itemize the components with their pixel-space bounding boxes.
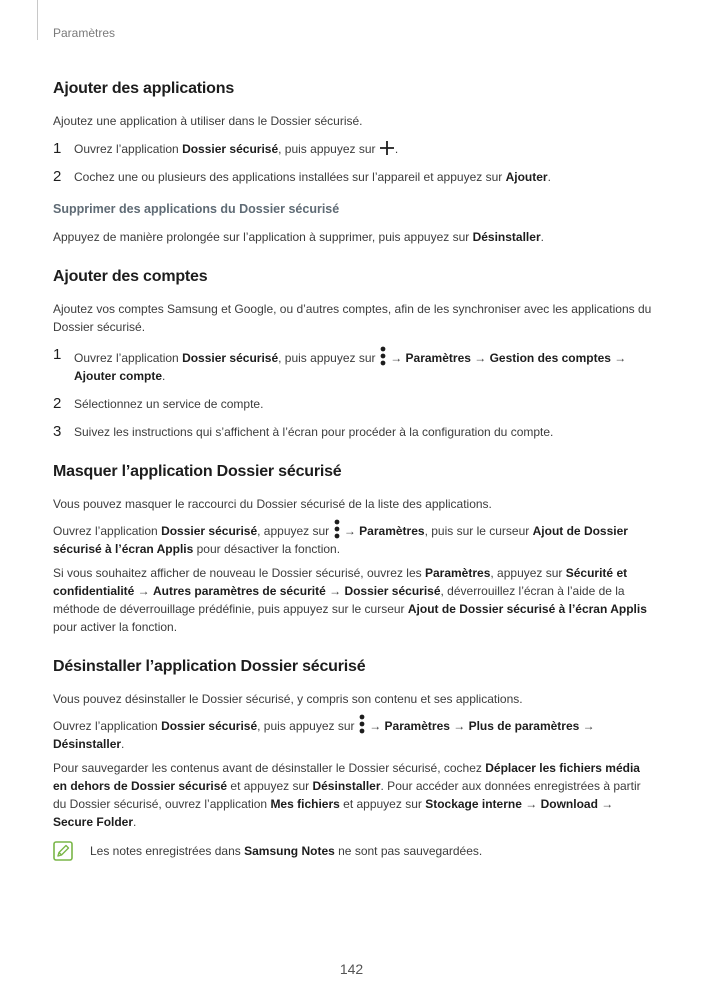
section-title: Ajouter des comptes xyxy=(53,268,208,285)
paragraph: Ouvrez l’application Dossier sécurisé, puis appuyez sur → Paramètres → Plus de paramètres → Désinstaller. xyxy=(53,714,653,753)
paragraph: Pour sauvegarder les contenus avant de désinstaller le Dossier sécurisé, cochez Déplacer les fichiers média en dehors de Dossier sécurisé et appuyez sur Désinstaller. Pour accéder aux données enregistrées à partir du Dossier sécurisé, ouvrez l’application Mes fichiers et appuyez sur Stockage interne → Download → Secure Folder. xyxy=(53,761,641,829)
step-number: 1 xyxy=(53,140,62,157)
section-add-apps xyxy=(53,80,653,246)
paragraph: Vous pouvez désinstaller le Dossier sécurisé, y compris son contenu et ses applications. xyxy=(53,692,523,706)
step-item xyxy=(53,346,653,385)
more-options-icon xyxy=(358,714,366,734)
section-title: Désinstaller l’application Dossier sécurisé xyxy=(53,658,366,675)
note-pencil-icon xyxy=(53,841,73,861)
sub-title: Supprimer des applications du Dossier sécurisé xyxy=(53,202,340,216)
step-item xyxy=(53,423,653,441)
plus-icon xyxy=(379,140,395,156)
step-number: 2 xyxy=(53,168,62,185)
step-text: Sélectionnez un service de compte. xyxy=(74,397,264,411)
step-item xyxy=(53,168,653,186)
page-content xyxy=(53,80,653,861)
section-intro: Ajoutez une application à utiliser dans le Dossier sécurisé. xyxy=(53,114,363,128)
step-text: Ouvrez l’application Dossier sécurisé, puis appuyez sur . xyxy=(74,142,399,156)
section-hide-app xyxy=(53,463,653,636)
step-number: 2 xyxy=(53,395,62,412)
section-title: Masquer l’application Dossier sécurisé xyxy=(53,463,342,480)
step-text: Suivez les instructions qui s’affichent à l’écran pour procéder à la configuration du compte. xyxy=(74,425,554,439)
paragraph: Si vous souhaitez afficher de nouveau le Dossier sécurisé, ouvrez les Paramètres, appuyez sur Sécurité et confidentialité → Autres paramètres de sécurité → Dossier sécurisé, déverrouillez l’écran à l’aide de la méthode de déverrouillage prédéfinie, puis appuyez sur le curseur Ajout de Dossier sécurisé à l’écran Applis pour activer la fonction. xyxy=(53,566,647,634)
page-number: 142 xyxy=(339,961,364,977)
header-rule xyxy=(37,0,38,40)
section-intro: Ajoutez vos comptes Samsung et Google, ou d’autres comptes, afin de les synchroniser avec les applications du Dossier sécurisé. xyxy=(53,302,652,334)
step-item xyxy=(53,140,653,158)
paragraph: Vous pouvez masquer le raccourci du Dossier sécurisé de la liste des applications. xyxy=(53,497,492,511)
step-text: Ouvrez l’application Dossier sécurisé, puis appuyez sur → Paramètres → Gestion des comptes → Ajouter compte. xyxy=(74,346,653,385)
section-title: Ajouter des applications xyxy=(53,80,235,97)
sub-text: Appuyez de manière prolongée sur l’application à supprimer, puis appuyez sur Désinstaller. xyxy=(53,230,544,244)
step-item xyxy=(53,395,653,413)
running-header: Paramètres xyxy=(53,26,116,40)
note-box xyxy=(53,841,653,861)
more-options-icon xyxy=(333,519,341,539)
step-number: 3 xyxy=(53,423,62,440)
step-number: 1 xyxy=(53,346,62,363)
paragraph: Ouvrez l’application Dossier sécurisé, appuyez sur → Paramètres, puis sur le curseur Ajout de Dossier sécurisé à l’écran Applis pour désactiver la fonction. xyxy=(53,519,653,558)
more-options-icon xyxy=(379,346,387,366)
section-uninstall xyxy=(53,658,653,861)
step-text: Cochez une ou plusieurs des applications installées sur l’appareil et appuyez sur Ajouter. xyxy=(74,170,551,184)
section-add-accounts xyxy=(53,268,653,441)
note-text: Les notes enregistrées dans Samsung Notes ne sont pas sauvegardées. xyxy=(90,844,483,858)
